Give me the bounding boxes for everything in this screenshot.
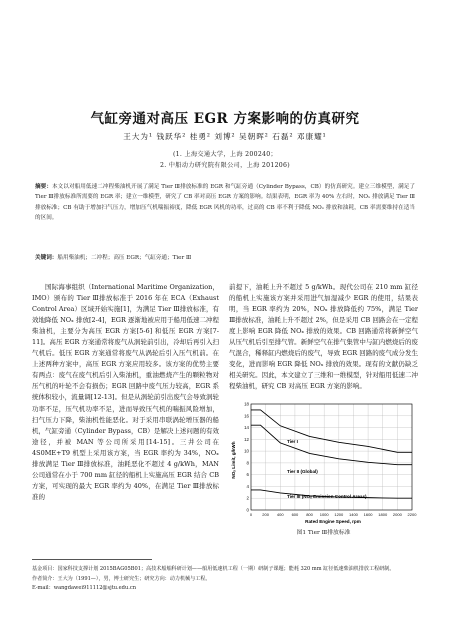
legend-tier-ii: Tier II (Global) <box>287 469 318 474</box>
series-line-2 <box>251 425 412 464</box>
body-left-column <box>32 282 219 503</box>
keywords <box>35 253 415 261</box>
x-tick-label: 1000 <box>319 512 329 517</box>
footnote-author: 作者简介：王大为（1991—），男，博士研究生；研究方向：动力机械与工程。 <box>32 575 211 582</box>
abstract <box>35 182 415 224</box>
keywords-text: 船用柴油机；二冲程；高压 EGR；气缸旁通；Tier Ⅲ <box>57 255 192 261</box>
y-tick-label: 4 <box>246 483 249 489</box>
author-list: 王大为¹ 钱跃华² 桂勇² 刘博² 吴朝晖² 石磊² 邓康耀¹ <box>123 132 327 141</box>
body-paragraph: 前提下，油耗上升不超过 5 g/kWh。现代公司在 210 mm 缸径的船机上实施该方案并采用进气加湿减少 EGR 的使用，结果表明，当 EGR 率约为 20%，NOₓ 排放降低约 75%，满足 Tier Ⅲ排放标准，油耗上升不超过 2%，但是采用 CB 回路会在一定程度上影响 EGR 降低 NOₓ 排放的效果。CB 回路通常将新鲜空气从压气机后引至排气管。新鲜空气在排气集管中与缸内燃烧后的废气混合，稀释缸内燃烧后的废气，导致 EGR 回路的废气成分发生变化，进而影响 EGR 降低 NOₓ 排放的效果。现有的文献仍缺乏相关研究。因此，本文建立了三维和一维模型，针对船用低速二冲程柴油机，研究 CB 对高压 EGR 方案的影响。 <box>229 283 418 391</box>
y-ticks <box>244 402 249 513</box>
x-tick-label: 0 <box>249 512 253 517</box>
x-tick-label: 2000 <box>392 512 402 517</box>
footnotes <box>32 565 418 594</box>
abstract-label: 摘要： <box>35 184 52 190</box>
x-tick-label: 200 <box>262 512 269 517</box>
y-tick-label: 14 <box>244 425 249 431</box>
x-tick-label: 1600 <box>363 512 373 517</box>
y-tick-label: 12 <box>244 436 249 442</box>
footnote-funding: 基金项目：国家科技支撑计划 2015BAG05B01；高技术船舶科研计划——船用低速机工程（一期）研制子课题；能耗 320 mm 缸径低速柴油机排放工程研制。 <box>32 566 395 572</box>
affiliation-2: 2. 中船动力研究院有限公司，上海 201206) <box>160 162 290 169</box>
paper-title: 气缸旁通对高压 EGR 方案影响的仿真研究 <box>90 111 360 127</box>
x-tick-label: 2200 <box>407 512 417 517</box>
series-line-1 <box>251 410 412 452</box>
footnote-rule <box>32 559 152 560</box>
footnote-email: E-mail：wangdawei911112@sjtu.edu.cn <box>32 585 136 592</box>
affiliation-1: (1. 上海交通大学，上海 200240； <box>172 151 278 158</box>
x-tick-label: 1800 <box>378 512 388 517</box>
y-tick-label: 8 <box>246 460 249 466</box>
figure-caption: 图1 Tier Ⅲ排放标准 <box>296 530 351 536</box>
abstract-text: 本文以对船用低速二冲程柴油机开展了满足 Tier Ⅲ排放标准的 EGR 和气缸旁通（Cylinder Bypass，CB）的仿真研究。建立三维模型，满足了 Tier Ⅲ排放标准所需要的 EGR 率；建立一维模型，研究了 CB 率对高压 EGR 方案的影响。结果表明，EGR 率为 40% 左右时，NOₓ 排放满足 Tier Ⅲ排放标准；CB 有助于增加扫气压力，增加压气机喘振裕度，降低 EGR 风机的功率，过高的 CB 率不利于降低 NOₓ 排放和油耗，CB 率需要维持在适当的区间。 <box>35 184 415 222</box>
x-tick-label: 800 <box>306 512 313 517</box>
legend-tier-iii: Tier III (NOₓ Emission Control Areas) <box>287 494 367 499</box>
y-tick-label: 6 <box>246 472 249 478</box>
y-tick-label: 2 <box>246 495 249 501</box>
x-axis-label: Rated Engine Speed, rpm <box>305 519 361 524</box>
keywords-label: 关键词： <box>35 255 58 261</box>
x-ticks <box>250 512 417 517</box>
body-paragraph: 国际海事组织（International Maritime Organization，IMO）颁布的 Tier Ⅲ排放标准于 2016 年在 ECA（Exhaust Control Area）区域开始实施[1]，为满足 Tier Ⅲ排放标准，有效地降低 NOₓ 排放[2-4]，EGR 逐渐地被应用于船用低速二冲程柴油机，主要分为高压 EGR 方案[5-6] 和低压 EGR 方案[7-11]。高压 EGR 方案通常将废气从涡轮前引出，冷却后再引入扫气机后。低压 EGR 方案通常将废气从涡轮后引入压气机前。在上述两种方案中，高压 EGR 方案应用较多。该方案的优势主要有两点：废气在废气机后引入柴油机，重油燃烧产生的颗粒物对压气机的叶轮不会有损伤；EGR 回路中废气压力较高，EGR 系统体积较小，流量调[12-13]。但是从涡轮前引出废气会导致涡轮功率不足，压气机功率不足，进而导致压气机的喘振风险增加，扫气压力下降，柴油机性能恶化。对于采用串联涡轮增压器的船机，气缸旁通（Cylinder Bypass，CB）是解决上述问题的有效途径，并被 MAN 等公司所采用[14-15]。三井公司在 4S0ME+T9 机型上采用该方案，当 EGR 率约为 34%，NOₓ 排放满足 Tier Ⅲ排放标准，油耗恶化不超过 4 g/kWh，MAN 公司通常在小于 700 mm 缸径的船机上实施高压 EGR 结合 CB 方案，可实现的最大 EGR 率约为 40%，在满足 Tier Ⅲ排放标准的 <box>32 283 219 501</box>
y-tick-label: 16 <box>244 413 249 419</box>
body-right-column <box>229 282 418 392</box>
x-tick-label: 600 <box>291 512 299 517</box>
series-lines <box>251 410 412 498</box>
tier-limits-chart <box>229 398 418 526</box>
x-tick-label: 1400 <box>349 512 358 517</box>
x-tick-label: 1200 <box>334 512 344 517</box>
y-tick-label: 0 <box>246 507 249 513</box>
x-tick-label: 400 <box>276 512 284 517</box>
y-tick-label: 18 <box>244 401 249 407</box>
y-tick-label: 10 <box>244 448 249 454</box>
legend-tier-i: Tier I <box>287 439 298 444</box>
y-axis-label: NOₓ Limit, g/kWh <box>231 441 236 479</box>
